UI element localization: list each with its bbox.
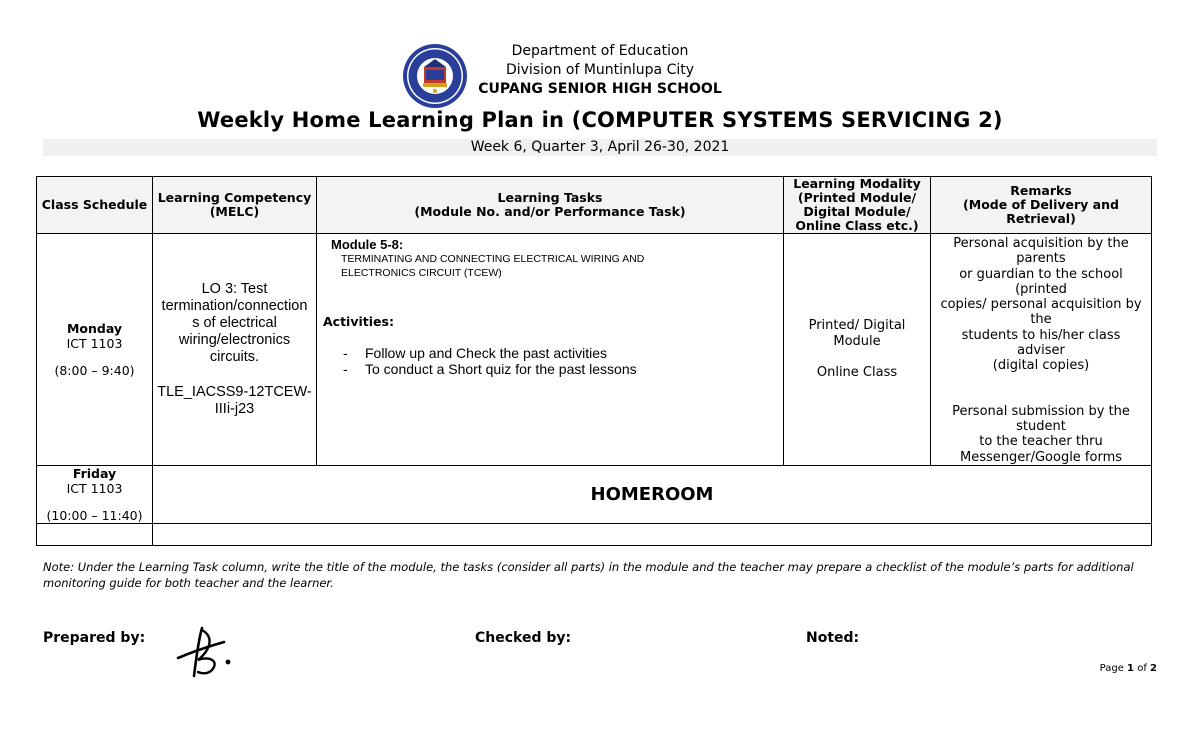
competency-text: LO 3: Test termination/connection s of electrical wiring/electronics circuits.: [161, 281, 308, 365]
tasks-cell: [317, 234, 784, 466]
page-title: Weekly Home Learning Plan in (COMPUTER SYSTEMS SERVICING 2): [197, 108, 1003, 132]
remarks-line: Personal acquisition by the: [953, 236, 1129, 251]
header-competency-line2: (MELC): [209, 204, 260, 219]
page-label: Page: [1099, 663, 1124, 674]
note-text: Note: Under the Learning Task column, write the title of the module, the tasks (consider all parts) in the module and the teacher may prepare a checklist of the module’s parts for additional monitoring guide for both teacher and the learner.: [43, 560, 1134, 590]
header-learning-tasks: [317, 177, 784, 234]
schedule-cell-friday: [37, 466, 153, 524]
page-of: of: [1137, 663, 1147, 674]
header-class-schedule: Class Schedule: [37, 177, 153, 234]
header-tasks-line2: (Module No. and/or Performance Task): [414, 204, 686, 219]
remarks-line: (printed: [1015, 281, 1067, 297]
module-title: Module 5-8:: [331, 237, 404, 252]
modality-line1: Printed/ Digital: [808, 318, 906, 333]
learning-plan-table: [36, 176, 1152, 546]
day-label: Monday: [66, 321, 123, 336]
homeroom-cell: HOMEROOM: [153, 466, 1152, 524]
modality-line2: Module: [833, 334, 881, 349]
modality-cell: [784, 234, 931, 466]
module-description-line1: TERMINATING AND CONNECTING ELECTRICAL WIRING AND: [341, 253, 645, 265]
table-header-row: [37, 177, 1152, 234]
header-learning-modality: [784, 177, 931, 234]
remarks-line: Messenger/Google forms: [959, 449, 1123, 465]
remarks-line: adviser: [1017, 343, 1065, 359]
empty-cell: [37, 524, 153, 546]
header-tasks-line1: Learning Tasks: [497, 190, 603, 205]
header-remarks: [931, 177, 1152, 234]
page-number: [1060, 663, 1157, 674]
remarks-line: to the teacher thru: [979, 434, 1103, 450]
competency-cell: [153, 234, 317, 466]
header-learning-competency: [153, 177, 317, 234]
module-description-line2: ELECTRONICS CIRCUIT (TCEW): [341, 267, 502, 279]
empty-cell: [153, 524, 1152, 546]
time-slot: (10:00 – 11:40): [46, 508, 143, 523]
noted-label: Noted:: [806, 630, 860, 646]
remarks-line: or guardian to the school: [959, 266, 1123, 282]
day-label: Friday: [72, 466, 117, 481]
header-remarks-line3: Retrieval): [1006, 211, 1076, 226]
schedule-cell-monday: [37, 234, 153, 466]
remarks-line: parents: [1016, 251, 1066, 267]
page-current: 1: [1127, 663, 1135, 674]
modality-line3: Online Class: [816, 365, 898, 380]
remarks-cell: [931, 234, 1152, 466]
school-name: CUPANG SENIOR HIGH SCHOOL: [478, 81, 722, 97]
remarks-line: (digital copies): [992, 358, 1090, 374]
department-name: Department of Education: [511, 43, 689, 59]
header-modality-line1: Learning Modality: [793, 176, 921, 191]
remarks-line: students to his/her class: [961, 327, 1121, 343]
signature-icon: [172, 620, 236, 680]
header-modality-line2: (Printed Module/: [797, 190, 917, 205]
remarks-line: copies/ personal acquisition by: [940, 297, 1142, 313]
page-total: 2: [1150, 663, 1157, 674]
prepared-by-label: Prepared by:: [43, 630, 146, 646]
header-modality-line4: Online Class etc.): [795, 218, 919, 233]
list-item: - To conduct a Short quiz for the past lessons: [343, 361, 780, 377]
header-remarks-line2: (Mode of Delivery and: [963, 197, 1119, 212]
time-slot: (8:00 – 9:40): [54, 363, 135, 378]
course-code: ICT 1103: [66, 481, 123, 496]
header-competency-line1: Learning Competency: [157, 190, 312, 205]
table-row-friday: [37, 466, 1152, 524]
table-row-monday: [37, 234, 1152, 466]
header-modality-line3: Digital Module/: [803, 204, 911, 219]
header-remarks-line1: Remarks: [1010, 183, 1072, 198]
activities-list: [323, 345, 780, 377]
remarks-line: student: [1016, 418, 1066, 434]
checked-by-label: Checked by:: [475, 630, 572, 646]
list-item: - Follow up and Check the past activities: [343, 345, 780, 361]
division-name: Division of Muntinlupa City: [505, 62, 695, 78]
remarks-line: the: [1030, 312, 1052, 328]
activities-label: Activities:: [323, 314, 394, 329]
remarks-line: Personal submission by the: [952, 403, 1130, 419]
week-label: Week 6, Quarter 3, April 26-30, 2021: [43, 139, 1157, 156]
table-row-empty: [37, 524, 1152, 546]
competency-code: TLE_IACSS9-12TCEW-IIIi-j23: [157, 384, 312, 417]
course-code: ICT 1103: [66, 336, 123, 351]
